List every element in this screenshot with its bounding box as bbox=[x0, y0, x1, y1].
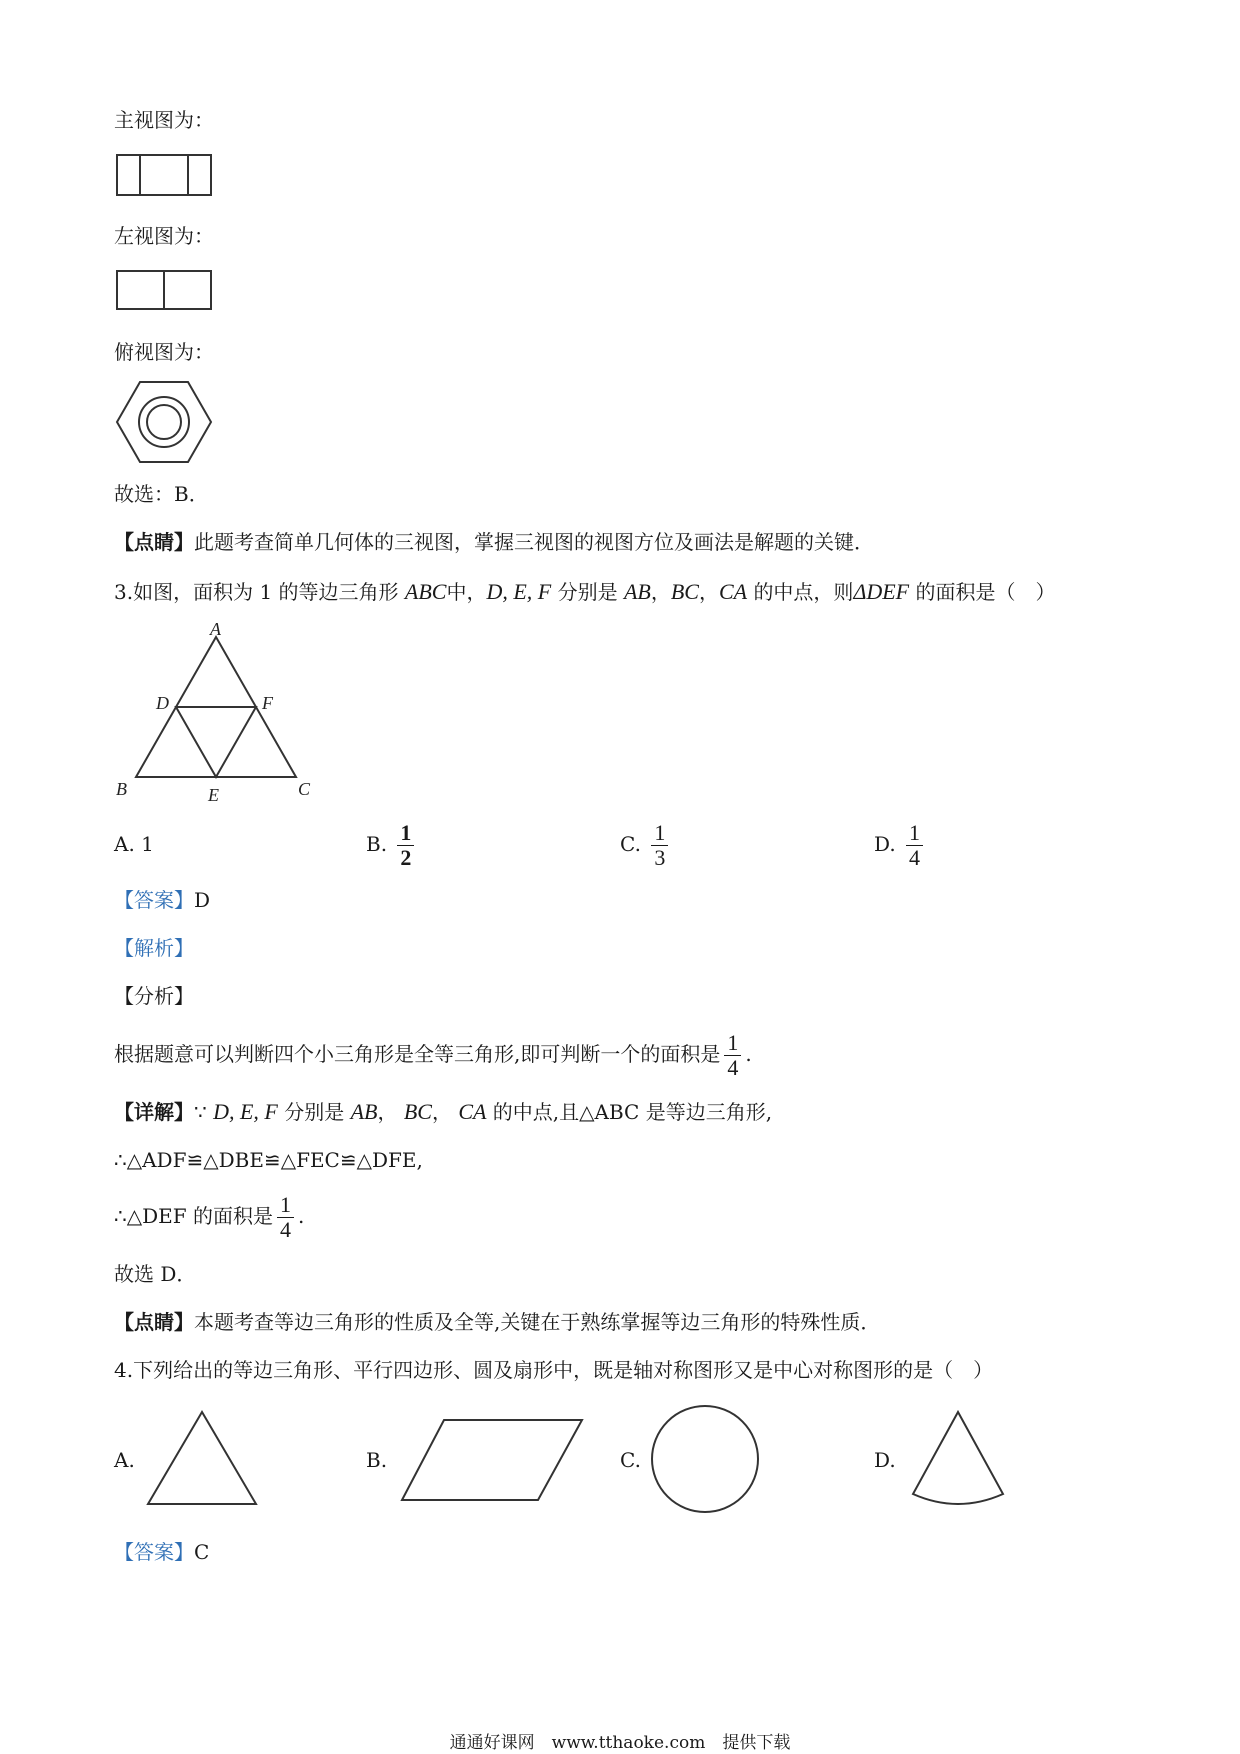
q3-fenxi bbox=[114, 1024, 752, 1084]
left-view-label: 左视图为： bbox=[114, 224, 214, 248]
q3-detail-tag: 【详解】 bbox=[114, 1100, 194, 1124]
q3-detail-c1: ， bbox=[377, 1100, 398, 1124]
top-view-hexagon bbox=[117, 382, 211, 462]
q2-choose: 故选：B． bbox=[114, 482, 209, 506]
q3-option-d-fraction bbox=[906, 821, 923, 870]
top-view-inner-circle bbox=[147, 405, 181, 439]
q3-detail-bc: BC bbox=[403, 1099, 432, 1124]
q3-bc: BC bbox=[670, 579, 699, 604]
vertex-label-f: F bbox=[262, 693, 273, 713]
top-view-figure bbox=[116, 380, 212, 464]
q3-option-d[interactable] bbox=[874, 816, 927, 872]
q3-option-b-num: 1 bbox=[397, 821, 414, 846]
q3-detail-def: D, E, F bbox=[213, 1099, 278, 1124]
q3-option-d-den: 4 bbox=[909, 845, 921, 870]
q3-stem bbox=[114, 578, 1055, 606]
q3-option-b-den: 2 bbox=[400, 845, 412, 870]
q3-answer-value: D bbox=[194, 888, 211, 912]
q3-option-d-label: D. bbox=[874, 832, 896, 856]
q3-mid2: 分别是 bbox=[557, 580, 618, 604]
q4-option-a-label[interactable]: A. bbox=[114, 1448, 135, 1472]
q3-detail-ab: AB bbox=[350, 1099, 378, 1124]
q3-option-c-fraction bbox=[651, 821, 668, 870]
q4-answer bbox=[114, 1538, 209, 1566]
vertex-label-c: C bbox=[298, 779, 311, 799]
left-view-figure bbox=[116, 270, 212, 310]
q4-answer-value: C bbox=[194, 1540, 210, 1564]
q3-tip-text: 本题考查等边三角形的性质及全等,关键在于熟练掌握等边三角形的特殊性质． bbox=[194, 1310, 881, 1334]
q3-fenxi-tag: 【分析】 bbox=[114, 984, 194, 1008]
q3-line3-end: . bbox=[297, 1204, 305, 1228]
q3-option-d-num: 1 bbox=[906, 821, 923, 846]
q3-ab: AB bbox=[623, 579, 651, 604]
q3-fenxi-fraction bbox=[724, 1031, 741, 1080]
q3-detail bbox=[114, 1098, 772, 1126]
q3-option-a-value: 1 bbox=[141, 832, 154, 856]
triangle-def bbox=[176, 707, 256, 777]
sector-shape bbox=[913, 1412, 1003, 1504]
q3-tri-def: ΔDEF bbox=[853, 579, 910, 604]
q3-detail-ca: CA bbox=[458, 1099, 487, 1124]
q3-choose: 故选 D． bbox=[114, 1262, 197, 1286]
q3-option-c-den: 3 bbox=[654, 845, 666, 870]
q3-detail-end: 的中点,且△ABC 是等边三角形, bbox=[492, 1100, 773, 1124]
q3-line3 bbox=[114, 1186, 304, 1246]
page-footer: 通通好课网 www.tthaoke.com 提供下载 bbox=[449, 1733, 791, 1753]
q4-option-d-sector[interactable] bbox=[908, 1410, 1008, 1506]
q3-option-b-fraction bbox=[397, 821, 414, 870]
q4-stem: 4.下列给出的等边三角形、平行四边形、圆及扇形中，既是轴对称图形又是中心对称图形的是（ ） bbox=[114, 1358, 994, 1382]
q3-line3-num: 1 bbox=[277, 1193, 294, 1218]
q3-triangle-figure bbox=[110, 619, 330, 805]
q3-line3-fraction bbox=[277, 1193, 294, 1242]
q3-option-a[interactable] bbox=[114, 830, 154, 858]
q3-answer-tag: 【答案】 bbox=[114, 888, 194, 912]
q3-line3-den: 4 bbox=[279, 1217, 291, 1242]
q4-option-c-circle[interactable] bbox=[650, 1404, 760, 1514]
q3-abc: ABC bbox=[404, 579, 447, 604]
q4-option-c-label[interactable]: C. bbox=[620, 1448, 641, 1472]
vertex-label-d: D bbox=[156, 693, 169, 713]
circle-shape bbox=[652, 1406, 758, 1512]
q3-option-b[interactable] bbox=[366, 816, 418, 872]
equilateral-triangle-shape bbox=[148, 1412, 256, 1504]
q3-def-list: D, E, F bbox=[486, 579, 552, 604]
q3-option-a-label: A. bbox=[114, 832, 135, 856]
q3-detail-because: ∵ bbox=[194, 1100, 207, 1124]
q4-option-d-label[interactable]: D. bbox=[874, 1448, 896, 1472]
q3-stem-prefix: 3.如图，面积为 1 的等边三角形 bbox=[114, 580, 399, 604]
q3-option-b-label: B. bbox=[366, 832, 388, 856]
q3-detail-mid: 分别是 bbox=[284, 1100, 345, 1124]
q3-mid3: 的中点，则 bbox=[753, 580, 854, 604]
q4-option-b-label[interactable]: B. bbox=[366, 1448, 388, 1472]
q3-fenxi-den: 4 bbox=[727, 1055, 739, 1080]
q3-option-c-label: C. bbox=[620, 832, 641, 856]
q3-analysis-tag: 【解析】 bbox=[114, 936, 194, 960]
q3-tip-tag: 【点睛】 bbox=[114, 1310, 194, 1334]
front-view-outline bbox=[117, 155, 211, 195]
q2-tip bbox=[114, 528, 874, 556]
q3-line3-text: ∴△DEF 的面积是 bbox=[114, 1204, 273, 1228]
q3-ca: CA bbox=[718, 579, 748, 604]
q3-stem-suffix: 的面积是（ ） bbox=[915, 580, 1056, 604]
q4-option-a-triangle[interactable] bbox=[146, 1410, 258, 1506]
top-view-label: 俯视图为： bbox=[114, 340, 214, 364]
q3-tip bbox=[114, 1308, 880, 1336]
front-view-figure bbox=[116, 154, 212, 196]
q3-option-c[interactable] bbox=[620, 816, 672, 872]
vertex-label-b: B bbox=[116, 779, 127, 799]
q3-mid1: 中， bbox=[446, 580, 487, 604]
q3-fenxi-num: 1 bbox=[724, 1031, 741, 1056]
q4-option-b-parallelogram[interactable] bbox=[400, 1418, 584, 1502]
q3-fenxi-text: 根据题意可以判断四个小三角形是全等三角形,即可判断一个的面积是 bbox=[114, 1042, 721, 1066]
q2-tip-text: 此题考查简单几何体的三视图，掌握三视图的视图方位及画法是解题的关键． bbox=[194, 530, 874, 554]
parallelogram-shape bbox=[402, 1420, 582, 1500]
q3-detail-c2: ， bbox=[431, 1100, 452, 1124]
q3-comma2: ， bbox=[698, 580, 719, 604]
front-view-label: 主视图为： bbox=[114, 108, 214, 132]
vertex-label-e: E bbox=[208, 785, 219, 805]
q3-line2: ∴△ADF≌△DBE≌△FEC≌△DFE, bbox=[114, 1148, 423, 1172]
q3-fenxi-end: . bbox=[745, 1042, 752, 1066]
q3-answer bbox=[114, 886, 210, 914]
q2-tip-tag: 【点睛】 bbox=[114, 530, 194, 554]
q3-comma1: ， bbox=[650, 580, 671, 604]
q4-answer-tag: 【答案】 bbox=[114, 1540, 194, 1564]
vertex-label-a: A bbox=[210, 619, 221, 639]
q3-option-c-num: 1 bbox=[651, 821, 668, 846]
